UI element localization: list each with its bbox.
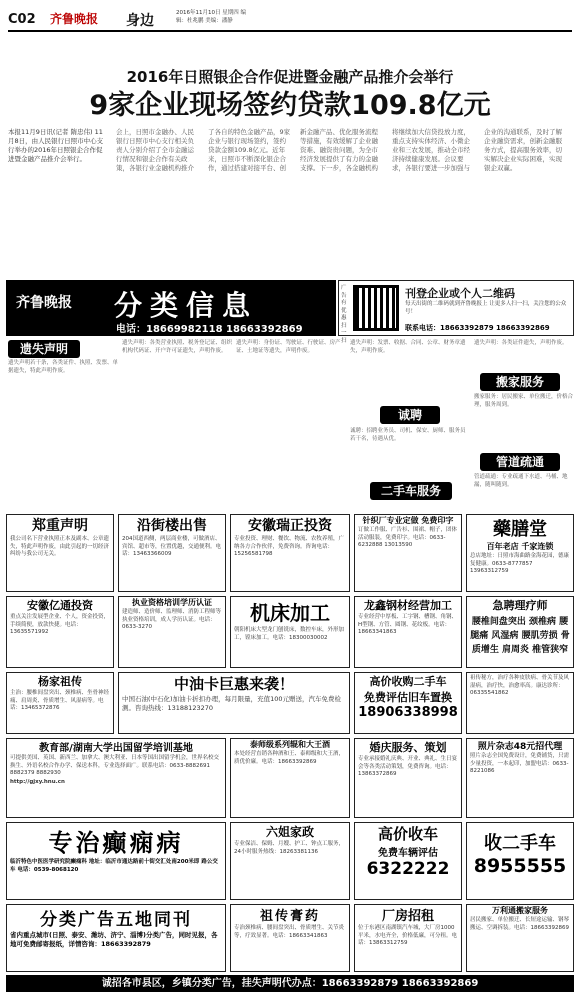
- ad-tianqi[interactable]: 祖传秘方，治疗各种皮肤病、骨关节及风湿病，治疗快，治愈率高。康达诊所：06335541862: [466, 672, 574, 734]
- ad-magazine[interactable]: 照片杂志48元招代理 照片杂志全国免费设计，免费铺货，只需少量投资，一本起印，加盟电话：0633-8221086: [466, 738, 574, 818]
- ad-wanli[interactable]: 万利通搬家服务 居民搬家、单位搬迁、长短途运输、钢琴搬运、空调拆装。电话：18663392869: [466, 904, 574, 972]
- section-name: 身边: [126, 13, 154, 29]
- ad-secondhand[interactable]: 收二手车 8955555: [466, 822, 574, 900]
- article-body: [8, 128, 572, 276]
- ad-yiyuan[interactable]: 安徽亿通投资 重点关注发展型企业、个人，资金投资，手续简便，放款快捷。电话：13635571992: [6, 596, 114, 668]
- banner-title: 分类信息: [114, 289, 259, 322]
- qr-contact: 联系电话：18663392879 18663392869: [405, 324, 550, 332]
- section-pipe: 管道疏通: [480, 453, 560, 471]
- headline-kicker: 2016年日照银企合作促进暨金融产品推介会举行: [126, 68, 454, 86]
- notice-column-5: 遗失声明：各类证件遗失，声明作废。: [474, 340, 568, 346]
- ad-needle[interactable]: 针织厂专业定做 免费印字 订做工作服、广告衫、围裙、帽子，团体活动服装，免费印字。电话：0633-6232888 13013590: [354, 514, 462, 592]
- section-lost: 遗失声明: [8, 340, 80, 358]
- banner-phone: 电话：18669982118 18663392869: [116, 324, 303, 335]
- section-car: 二手车服务: [370, 482, 452, 500]
- article-columns: 会上，日照市金融办、人民银行日照市中心支行相关负责人分别介绍了全市金融运行情况和银企合作有关政策，各银行业金融机构推介了各自的特色金融产品，9家企业与银行现场签约，签约贷款金额109.8亿元。近年来，日照市不断深化银企合作，通过搭建对接平台、创新金融产品、优化服务流程等措施，有效缓解了企业融资难、融资贵问题，为全市经济发展提供了有力的金融支撑。下一步，各金融机构将继续加大信贷投放力度，重点支持实体经济、小微企业和三农发展，推动全市经济持续健康发展。会议要求，各银行要进一步加强与企业的沟通联系，及时了解企业融资需求，创新金融服务方式，提高服务效率，切实解决企业实际困难，实现银企双赢。: [116, 128, 562, 172]
- ad-fivecity[interactable]: 分类广告五地同刊 省内重点城市(日照、泰安、潍坊、济宁、淄博)分类广告，同时见报，各地可免费邮寄报纸，详情咨询：18663392879: [6, 904, 226, 972]
- notice-column-2: 遗失声明：各类营业执照、税务登记证、组织机构代码证、开户许可证遗失，声明作废。: [122, 340, 233, 354]
- ad-study[interactable]: 教育部/湖南大学出国留学培训基地 可提供美国、英国、新西兰、加拿大、澳大利亚、日本等国出国留学机会，世界名校交换生、外语名校合作办学、保送本科，专业选择面广。联系电话：0633-8882691 8882379 8882930 http://gjxy.hnu.cn: [6, 738, 226, 818]
- ad-family[interactable]: 六姐家政 专业保洁、保姆、月嫂、护工、钟点工服务，24小时服务热线：18263381136: [230, 822, 350, 900]
- study-url[interactable]: http://gjxy.hnu.cn: [10, 778, 65, 785]
- paper-logo: 齐鲁晚报: [50, 12, 99, 26]
- classified-banner: [6, 280, 336, 336]
- article-lead: 本报11月9日讯(记者 隋忠伟) 11月8日，由人民银行日照市中心支行举办的2016年日照银企合作促进暨金融产品推介会举行。: [8, 128, 104, 163]
- ad-tang[interactable]: 藥膳堂 百年老店 千家连锁 总店地址：日照市海曲路金海花园，德康复健康。0633-8777857 13963312759: [466, 514, 574, 592]
- notice-column-3: 遗失声明：身份证、驾驶证、行驶证、房产证、土地证等遗失，声明作废。: [236, 340, 341, 354]
- move-notices: 搬家服务：居民搬家、单位搬迁，价格合理，服务周到。: [474, 394, 574, 408]
- page-header: [8, 6, 572, 32]
- lost-notices: 遗失声明若干条，各类证件、执照、发票、单据遗失，特此声明作废。: [8, 360, 119, 374]
- footer-bar: 诚招各市县区，乡镇分类广告，挂失声明代办点：18663392879 18663392869: [6, 975, 574, 992]
- issue-meta: 2016年11月10日 星期四 编辑：杜兆鹏 美编：潘静: [176, 10, 246, 24]
- banner-logo: 齐鲁晚报: [16, 295, 72, 311]
- recruit-notices: 诚聘：招聘业务员、司机、保安、厨师、服务员若干名，待遇从优。: [350, 428, 466, 442]
- ad-doctor[interactable]: 急聘理疗师 腰椎间盘突出 颈椎病 腰腿痛 风湿病 腰肌劳损 骨质增生 肩周炎 椎管狭窄: [466, 596, 574, 668]
- ad-factory[interactable]: 厂房招租 位于东港区南湖镇汽车城，大厂房1000平米，水电齐全，价格低廉，可分租。电话：13863312759: [354, 904, 462, 972]
- pipe-notices: 管道疏通：专业疏通下水道、马桶、地漏，随叫随到。: [474, 474, 568, 488]
- ad-zhengzheng[interactable]: 郑重声明 我公司名下营业执照正本及副本、公章遗失，特此声明作废，由此引起的一切经济纠纷与我公司无关。: [6, 514, 114, 592]
- ad-zhongchuan[interactable]: 中油卡巨惠来袭！ 中国石油(中石化)加油卡折扣办理，每月限量，充值100元赠送，汽车免费检测。咨询热线：13188123270: [118, 672, 350, 734]
- ad-car-sell[interactable]: 高价收车 免费车辆评估 6322222: [354, 822, 462, 900]
- ad-anhui[interactable]: 安徽瑞正投资 专业投资、理财、餐饮、物流、农牧养殖，广纳各方合作伙伴，免费咨询。咨询电话：15256581798: [230, 514, 350, 592]
- ad-ancestor[interactable]: 祖传膏药 专治颈椎病、腰间盘突出、骨质增生、关节炎等，疗效显著。电话：18663341863: [230, 904, 350, 972]
- ad-wedding[interactable]: 婚庆服务、策划 专业承接婚礼庆典、开业、典礼、生日宴会等各类活动策划，免费咨询。电话：13863372869: [354, 738, 462, 818]
- ad-yanjie[interactable]: 沿街楼出售 204国道西侧，两层商业楼，可做酒店、宾馆、超市等，位置优越，交通便利。电话：13463366009: [118, 514, 226, 592]
- ad-mech[interactable]: 泰师级系列辊和大王酒 本处经营直销各种酒和王、泰师级和大王酒，质优价廉。电话：18663392869: [230, 738, 350, 818]
- qr-note-left: 广告有优惠 扫一扫: [341, 285, 347, 344]
- ad-yang[interactable]: 杨家祖传 主治：腰椎间盘突出、颈椎病、坐骨神经痛、肩周炎、骨质增生、风湿病等。电话：13465372876: [6, 672, 114, 734]
- ad-steel[interactable]: 龙鑫钢材经营加工 专业经营中厚板、工字钢、槽钢、角钢、H型钢、方管、圆钢、花纹板。电话：18663341863: [354, 596, 462, 668]
- ad-machine[interactable]: 机床加工 朝阳机床大型龙门刨铣床，数控车床，外形加工，镗床加工。电话：18300030002: [230, 596, 350, 668]
- headline-main: 9家企业现场签约贷款109.8亿元: [89, 90, 491, 121]
- notice-column-4: 遗失声明：发票、收据、合同、公章、财务章遗失，声明作废。: [350, 340, 466, 354]
- page-number: C02: [8, 12, 36, 27]
- qr-code-icon[interactable]: [353, 285, 399, 331]
- section-move: 搬家服务: [480, 373, 560, 391]
- ad-qualification[interactable]: 执业资格培训学历认证 建造师、造价师、监理师、消防工程师等执业资格培训，成人学历认证。电话：0633-3270: [118, 596, 226, 668]
- qr-title: 刊登企业或个人二维码: [405, 287, 515, 300]
- ad-car-buy[interactable]: 高价收购二手车 免费评估旧车置换 18906338998: [354, 672, 462, 734]
- ad-epilepsy[interactable]: 专治癫痫病 临沂特色中医医学研究院癫痫科 地址：临沂市通达路前十街交汇处南200米即 路公交车 电话：0539-8068120: [6, 822, 226, 900]
- qr-note: 每天出街的二维码就到齐鲁晚报上 让更多人扫一扫，关注您的公众号！: [405, 301, 567, 315]
- section-recruit: 诚聘: [380, 406, 440, 424]
